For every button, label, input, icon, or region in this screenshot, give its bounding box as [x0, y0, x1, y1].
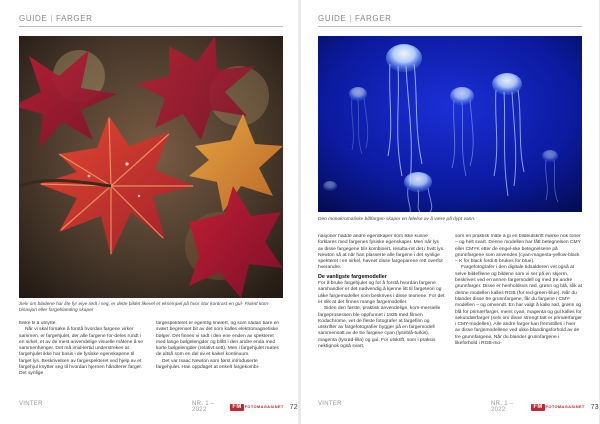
- header-rule: [318, 26, 582, 27]
- paragraph: fargespekteret er egentlig lineært, og som sådan bare en svært begrenset bit av det som kalles elektromagnetiske bølger. Det finnes vi rødt i den ene enden av spekteret med lange bølgelengder og blått i den andre enda med korte bølgelengder (relativt sett). Men i fargehjulet møtes de altså som en del av et kaikel kontinuum.: [156, 321, 280, 358]
- page-number: 73: [590, 403, 599, 411]
- paragraph: nasjoner hadde andre egenskaper som ikke kunne forklares med fargenes fysiske egenskaper. Men når lys av disse fargegene blir kombinert, resulta-ret det i hvitt lys. Newton så at når han plasserte alle fargene i det synlige spekteret i en sirkel, havnet disse fargeparene rett overfor hverandre.: [318, 234, 445, 271]
- photo-caption: Den monokromatiske blåfargen skaper en følelse av å være på dypt vann.: [318, 217, 476, 222]
- page-footer: [192, 401, 298, 413]
- header-rule: [19, 26, 283, 27]
- text-column-1: [318, 234, 445, 394]
- header-section: GUIDE: [19, 14, 48, 23]
- running-header: GUIDE | FARGER: [19, 14, 93, 23]
- section-heading: De vanligste fargemodeller: [318, 273, 387, 280]
- paragraph: Når vi skal forsøke å forstå hvordan fargene virker sammen, er fargehjulet, der alle fargene for-deles rundt i en sirkel, et av de mest anvendelige visuelle måtene å se sammenhenger. Det må imid-lertid understrekes at fargehjulet ikke har basis i de fysiske egenskapene til farget lys. Beskrivelsen av fargespekteret ved hjelp av et fargehjul knytter seg til hvordan hjernen håndterer farger. Det synlige: [19, 327, 143, 377]
- logo-fm: FM: [533, 403, 543, 410]
- logo-fm: FM: [232, 403, 242, 410]
- footer-issue: NR. 1 – 2022: [192, 401, 215, 413]
- photo-caption: Selv om bladene har lite fyr eiye rødt i seg, er dette bildet likevel et eksempel på hvor stor kontrast en gul- Fiolett kom-binasjon eller fargeblanding skaper: [19, 302, 270, 313]
- footer-issue: NR. 1 – 2022: [491, 401, 514, 413]
- text-column-1: [19, 321, 145, 393]
- magazine-logo: [230, 404, 283, 411]
- right-page: [301, 0, 599, 424]
- text-column-2: [455, 234, 582, 394]
- page-footer: [491, 401, 599, 413]
- header-section: GUIDE: [318, 14, 347, 23]
- paragraph: Det var Isaac Newton som først introduserte fargehjulet. Han oppdaget at enkelt fargekombi-: [156, 358, 260, 371]
- paragraph: For å bruke fargehjulet og for å forstå hvordan fargene samhandler er det nødvendig å kjenne litt til fargeteori og ulike fargemodeller som beskrives i disse teoriene. For det er slik at det finnes mange fargemodeller.: [318, 281, 445, 305]
- paragraph: Fargefotografer i den digitale tidsalderen vet også at selve bildefilene og bildene som vi ser på en skjerm, beskrives ved en annen fargemodell og med tre andre grunnfarger. Disse er henholdsvis rød, grønn og blå, slik at denne modellen kalles RGB (for red-green-blue). Når du blander disse tre grunnfargene, får du fargene i CMY-modellen – og omvendt. En har valgt å kalle rød, grønn og blå for primærfarger, mens cyan, magenta og gul kalles for sekundærfarger (selv om disse strengt tatt er primærfarger i CMY-modellen). Alle andre farger kan fremstilles i hver av disse fargemodellene ved ulike blandingsforhold av de tre grunnfargene. Når du blander grunnfargene i likeforhold i RGB-mo-: [455, 265, 582, 347]
- paragraph: Siden den første, praktisk anvendelige, kom-mersielle fargeprosessen ble oppfunnet i 1935 med filmen Kodachrome, vet de fleste fotografer at fargefilm og utskrifter av fargefotografier bygger på en fargemodell sammensatt av de tre fargene cyan (lyseblå-turkis), magenta (lysrød-lilla) og gul. For utskrift, som i praksis nektignok også svart,: [318, 306, 441, 350]
- jellyfish-photo: [318, 36, 582, 212]
- magazine-logo: [531, 404, 584, 411]
- paragraph: som en praktisk måte å gi en bildeutskrift mørke nok toner – og helt svart. Denne modellen har fått betegnelsen CMY eller CMYK etter de engel-ske betegnelsene på grunnfargene som anvendes (cyan-magenta-yellow-black – K for black fordi B brukes for blue).: [455, 234, 581, 265]
- logo-word: FOTOMAGASINET: [244, 404, 284, 409]
- footer-season: VINTER: [19, 401, 43, 407]
- logo-word: FOTOMAGASINET: [545, 404, 585, 409]
- footer-season: VINTER: [318, 401, 342, 407]
- page-number: 72: [289, 403, 298, 411]
- text-column-2: [156, 321, 283, 393]
- header-topic: FARGER: [56, 14, 93, 23]
- maple-leaves-photo: [19, 36, 283, 298]
- running-header: GUIDE | FARGER: [318, 14, 392, 23]
- paragraph: flinke til å utnytte.: [19, 321, 57, 326]
- left-page: [0, 0, 298, 424]
- header-topic: FARGER: [355, 14, 392, 23]
